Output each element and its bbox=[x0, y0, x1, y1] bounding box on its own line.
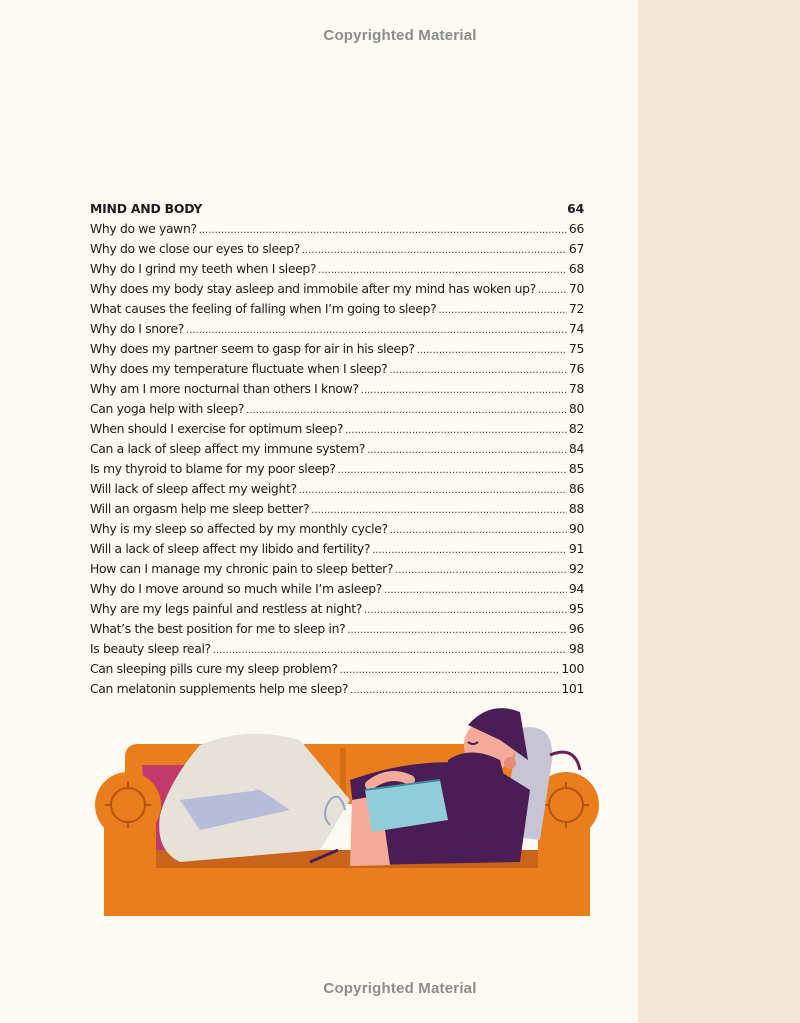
toc-entry-page: 85 bbox=[568, 461, 584, 476]
toc-dot-leader bbox=[364, 601, 567, 621]
toc-entry-question: Will a lack of sleep affect my libido and fertility? bbox=[90, 541, 371, 556]
toc-entry-page: 98 bbox=[568, 641, 584, 656]
toc-entry bbox=[90, 599, 584, 619]
toc-entry-page: 82 bbox=[568, 421, 584, 436]
toc-entry-page: 74 bbox=[568, 321, 584, 336]
toc-entry bbox=[90, 679, 584, 699]
toc-entry-question: Why does my body stay asleep and immobile after my mind has woken up? bbox=[90, 281, 536, 296]
toc-dot-leader bbox=[389, 361, 567, 381]
toc-entry-question: Why does my partner seem to gasp for air in his sleep? bbox=[90, 341, 415, 356]
toc-dot-leader bbox=[372, 541, 567, 561]
toc-entry bbox=[90, 439, 584, 459]
toc-entry-page: 101 bbox=[561, 681, 584, 696]
toc-entry bbox=[90, 659, 584, 679]
toc-entry-question: Is beauty sleep real? bbox=[90, 641, 211, 656]
toc-entry-page: 86 bbox=[568, 481, 584, 496]
watermark-top: Copyrighted Material bbox=[323, 27, 477, 44]
toc-entry bbox=[90, 299, 584, 319]
toc-dot-leader bbox=[538, 281, 567, 301]
toc-entry-page: 67 bbox=[568, 241, 584, 256]
toc-entry-question: Can melatonin supplements help me sleep? bbox=[90, 681, 349, 696]
toc-entry bbox=[90, 359, 584, 379]
toc-entry bbox=[90, 399, 584, 419]
toc-entry-question: Can sleeping pills cure my sleep problem? bbox=[90, 661, 338, 676]
toc-entry-question: Why am I more nocturnal than others I know? bbox=[90, 381, 359, 396]
toc-entry-page: 95 bbox=[568, 601, 584, 616]
toc-entry bbox=[90, 219, 584, 239]
toc-entry bbox=[90, 579, 584, 599]
toc-entry-page: 70 bbox=[568, 281, 584, 296]
toc-entry bbox=[90, 259, 584, 279]
toc-entry bbox=[90, 559, 584, 579]
section-heading bbox=[90, 199, 584, 219]
toc-dot-leader bbox=[350, 681, 559, 701]
toc-entry bbox=[90, 639, 584, 659]
toc-entry-page: 88 bbox=[568, 501, 584, 516]
toc-dot-leader bbox=[367, 441, 567, 461]
toc-list bbox=[90, 219, 584, 699]
table-of-contents bbox=[90, 199, 584, 699]
toc-entry bbox=[90, 479, 584, 499]
toc-dot-leader bbox=[361, 381, 567, 401]
toc-entry bbox=[90, 459, 584, 479]
toc-entry-question: How can I manage my chronic pain to sleep better? bbox=[90, 561, 394, 576]
toc-entry-page: 66 bbox=[568, 221, 584, 236]
toc-entry bbox=[90, 519, 584, 539]
toc-entry bbox=[90, 379, 584, 399]
toc-entry-page: 91 bbox=[568, 541, 584, 556]
toc-dot-leader bbox=[302, 241, 567, 261]
toc-dot-leader bbox=[384, 581, 567, 601]
toc-dot-leader bbox=[213, 641, 567, 661]
toc-entry bbox=[90, 619, 584, 639]
toc-entry-question: What’s the best position for me to sleep in? bbox=[90, 621, 346, 636]
toc-entry-page: 100 bbox=[561, 661, 584, 676]
toc-entry bbox=[90, 239, 584, 259]
toc-dot-leader bbox=[299, 481, 567, 501]
toc-entry-question: When should I exercise for optimum sleep? bbox=[90, 421, 344, 436]
toc-entry-page: 90 bbox=[568, 521, 584, 536]
toc-entry-question: Why do I move around so much while I’m asleep? bbox=[90, 581, 383, 596]
toc-entry-page: 72 bbox=[568, 301, 584, 316]
toc-dot-leader bbox=[390, 521, 567, 541]
toc-dot-leader bbox=[438, 301, 567, 321]
toc-dot-leader bbox=[199, 221, 567, 241]
toc-entry-question: Why do I snore? bbox=[90, 321, 185, 336]
toc-entry-question: Why do I grind my teeth when I sleep? bbox=[90, 261, 317, 276]
toc-entry-page: 68 bbox=[568, 261, 584, 276]
toc-dot-leader bbox=[347, 621, 567, 641]
toc-entry bbox=[90, 319, 584, 339]
toc-entry bbox=[90, 339, 584, 359]
toc-entry-page: 75 bbox=[568, 341, 584, 356]
toc-dot-leader bbox=[395, 561, 567, 581]
toc-entry-question: Can a lack of sleep affect my immune system? bbox=[90, 441, 366, 456]
watermark-bottom: Copyrighted Material bbox=[323, 980, 477, 997]
toc-entry-page: 96 bbox=[568, 621, 584, 636]
toc-dot-leader bbox=[338, 461, 567, 481]
sleeping-man-on-sofa-illustration bbox=[90, 700, 600, 920]
toc-dot-leader bbox=[345, 421, 567, 441]
toc-entry-question: Is my thyroid to blame for my poor sleep? bbox=[90, 461, 336, 476]
toc-entry-question: Will lack of sleep affect my weight? bbox=[90, 481, 297, 496]
toc-entry-question: Why do we close our eyes to sleep? bbox=[90, 241, 300, 256]
toc-dot-leader bbox=[340, 661, 560, 681]
toc-entry-page: 94 bbox=[568, 581, 584, 596]
toc-dot-leader bbox=[318, 261, 567, 281]
toc-entry-page: 78 bbox=[568, 381, 584, 396]
toc-entry-question: Will an orgasm help me sleep better? bbox=[90, 501, 310, 516]
toc-entry-question: Why do we yawn? bbox=[90, 221, 197, 236]
toc-dot-leader bbox=[417, 341, 567, 361]
toc-dot-leader bbox=[311, 501, 567, 521]
toc-entry bbox=[90, 539, 584, 559]
toc-entry-page: 92 bbox=[568, 561, 584, 576]
toc-entry-page: 76 bbox=[568, 361, 584, 376]
toc-entry bbox=[90, 419, 584, 439]
section-title: MIND AND BODY bbox=[90, 201, 203, 216]
toc-entry bbox=[90, 279, 584, 299]
toc-entry-question: Why are my legs painful and restless at night? bbox=[90, 601, 363, 616]
toc-dot-leader bbox=[246, 401, 567, 421]
toc-dot-leader bbox=[186, 321, 567, 341]
section-page: 64 bbox=[567, 201, 584, 216]
toc-entry-question: Why does my temperature fluctuate when I sleep? bbox=[90, 361, 388, 376]
toc-entry-page: 80 bbox=[568, 401, 584, 416]
toc-entry-question: Can yoga help with sleep? bbox=[90, 401, 245, 416]
toc-entry-page: 84 bbox=[568, 441, 584, 456]
toc-entry-question: Why is my sleep so affected by my monthly cycle? bbox=[90, 521, 388, 536]
toc-entry bbox=[90, 499, 584, 519]
toc-entry-question: What causes the feeling of falling when I’m going to sleep? bbox=[90, 301, 437, 316]
